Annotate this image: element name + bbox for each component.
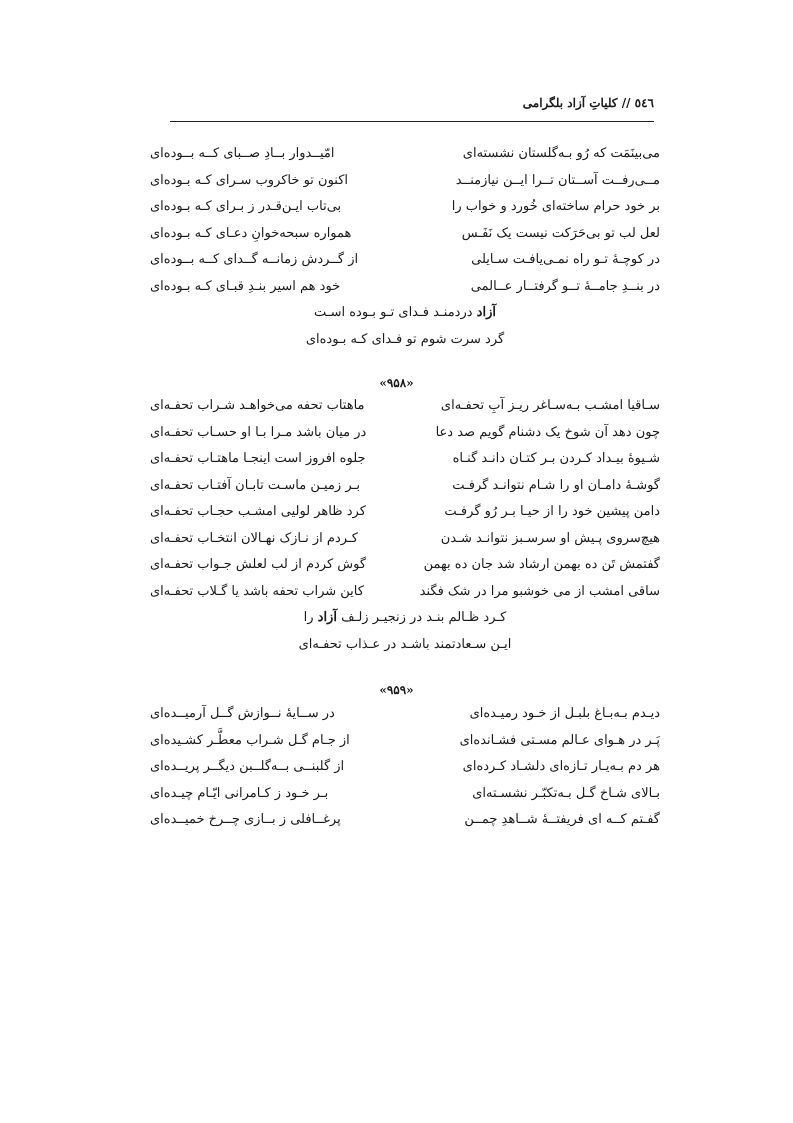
couplet: [150, 425, 660, 452]
couplet: [150, 146, 660, 173]
couplet: [150, 504, 660, 531]
couplet: [150, 584, 660, 611]
hemistich-second: خود هم اسیر بنـدِ قبـای کـه بـوده‌ای: [150, 278, 341, 294]
hemistich-second: کـردم از نـازک نهـالان انتخـاب تحفـه‌ای: [150, 530, 358, 546]
ghazal-stanza-2: [150, 398, 660, 663]
ghazal-number: «۹۵۹»: [379, 683, 414, 697]
hemistich-first: شـیوهٔ بیـداد کـردن بـر کتـان دانـد گنـاه: [452, 451, 660, 466]
closing-line: [150, 305, 660, 332]
couplet: [150, 557, 660, 584]
page-header: [170, 96, 654, 120]
couplet: [150, 173, 660, 200]
hemistich-second: جلوه افروز است اینجـا ماهتـاب تحفـه‌ای: [150, 451, 366, 466]
hemistich-second: در ســایهٔ نــوازش گــل آرمیــده‌ای: [150, 706, 335, 721]
header-separator: //: [621, 96, 631, 110]
couplet: [150, 451, 660, 478]
hemistich-first: گفـتم کــه ای فریفتــهٔ شــاهدِ چمــن: [464, 812, 660, 827]
closing-line-text: دردمنـد فـدای تـو بـوده اسـت: [314, 305, 477, 320]
hemistich-first: چون دهد آن شوخ یک دشنام گویم صد دعا: [435, 424, 660, 440]
hemistich-first: می‌بینَمَت که رُو بـه‌گلستان نشسته‌ای: [462, 146, 660, 161]
ghazal-stanza-1: [150, 146, 660, 358]
hemistich-first: لعل لب تو بی‌حَرَکت نیست یک نَفَـس: [461, 225, 660, 241]
poet-pen-name: آزاد: [476, 305, 496, 320]
hemistich-first: سـاقیا امشـب بـه‌سـاغر ریـز آبِ تحفـه‌ای: [440, 398, 660, 413]
couplet: [150, 786, 660, 813]
hemistich-first: دامن پیشین خود را از حیـا بـر رُو گرفـت: [444, 504, 660, 519]
poet-pen-name: آزاد: [317, 610, 337, 625]
hemistich-second: از گلبنــی بــه‌گلــبن دیگــر پریــده‌ای: [150, 759, 345, 774]
hemistich-second: کاین شراب تحفه باشد یا گـلاب تحفـه‌ای: [150, 583, 364, 599]
hemistich-second: همواره سبحه‌خوانِ دعـای کـه بـوده‌ای: [150, 225, 352, 241]
closing-line-text: گرد سرت شوم تو فـدای کـه بـوده‌ای: [305, 331, 505, 347]
couplet: [150, 252, 660, 279]
hemistich-second: گوش کردم از لب لعلش جـواب تحفـه‌ای: [150, 557, 367, 572]
hemistich-second: ماهتاب تحفه می‌خواهـد شـراب تحفـه‌ای: [150, 398, 365, 413]
closing-line: [150, 332, 660, 359]
header-rule: [170, 121, 654, 122]
hemistich-second: کرد ظاهر لولیی امشـب حجـاب تحفـه‌ای: [150, 504, 366, 519]
closing-line-text: کـرد ظـالم بنـد در زنجیـر زلـف: [336, 610, 507, 625]
hemistich-second: از گــردش زمانــه گــدای کــه بــوده‌ای: [150, 252, 359, 267]
hemistich-first: هر دم بـه‌یـار تـازه‌ای دلشـاد کـرده‌ای: [462, 759, 660, 774]
hemistich-first: مــی‌رفــت آســتان تــرا ایــن نیازمنــد: [455, 172, 660, 188]
couplet: [150, 733, 660, 760]
couplet: [150, 226, 660, 253]
hemistich-second: بـر زمیـن ماسـت تابـان آفتـاب تحفـه‌ای: [150, 477, 360, 493]
couplet: [150, 812, 660, 839]
hemistich-second: در میان باشد مـرا بـا او حسـاب تحفـه‌ای: [150, 424, 367, 440]
hemistich-first: دیـدم بـه‌بـاغ بلبـل از خـود رمیـده‌ای: [469, 706, 660, 721]
hemistich-second: پرغــافلی ز بــازی چــرخ خمیــده‌ای: [150, 812, 341, 827]
hemistich-first: در کوچـهٔ تـو راه نمـی‌یافـت سـایلی: [471, 252, 660, 267]
book-title: کلیاتِ آزاد بلگرامی: [522, 96, 618, 110]
hemistich-second: بی‌تاب ایـن‌قـدر ز بـرای کـه بـوده‌ای: [150, 199, 342, 214]
couplet: [150, 478, 660, 505]
hemistich-first: بر خود حرام ساخته‌ای خُورد و خواب را: [451, 199, 660, 214]
ghazal-stanza-3: [150, 706, 660, 839]
hemistich-second: اکنون تو خاکروب سـرای کـه بـوده‌ای: [150, 172, 349, 188]
hemistich-first: بـالای شـاخ گـل بـه‌تکبّـر نشسـته‌ای: [472, 785, 660, 801]
couplet: [150, 279, 660, 306]
hemistich-first: گوشـهٔ دامـان او را شـام نتوانـد گرفـت: [452, 477, 660, 493]
hemistich-second: بـر خـود ز کـامرانی ایّـام چیـده‌ای: [150, 785, 329, 801]
hemistich-first: گفتمش تَن ده بهمن ارشاد شد جان ده بهمن: [423, 557, 660, 572]
closing-line: [150, 637, 660, 664]
closing-line-text: ایـن سـعادتمند باشـد در عـذاب تحفـه‌ای: [298, 636, 512, 652]
hemistich-first: پَـر در هـوای عـالم مسـتی فشـانده‌ای: [459, 732, 660, 748]
couplet: [150, 199, 660, 226]
closing-line: [150, 610, 660, 637]
page-number: ٥٤٦: [634, 96, 654, 110]
hemistich-second: امّیــدوار بــادِ صــبای کــه بــوده‌ای: [150, 146, 335, 161]
hemistich-first: هیچ‌سروی پـیش او سرسـبز نتوانـد شـدن: [440, 530, 660, 546]
hemistich-second: از جـام گـل شـراب معطَّـر کشـیده‌ای: [150, 732, 350, 748]
couplet: [150, 706, 660, 733]
hemistich-first: در بنــدِ جامــهٔ تــو گرفتــار عــالمی: [470, 278, 660, 294]
closing-line-text: را: [303, 610, 318, 625]
couplet: [150, 398, 660, 425]
ghazal-number: «۹۵۸»: [379, 376, 414, 390]
hemistich-first: ساقی امشب از می خوشبو مرا در شک فگند: [419, 583, 660, 599]
couplet: [150, 531, 660, 558]
couplet: [150, 759, 660, 786]
